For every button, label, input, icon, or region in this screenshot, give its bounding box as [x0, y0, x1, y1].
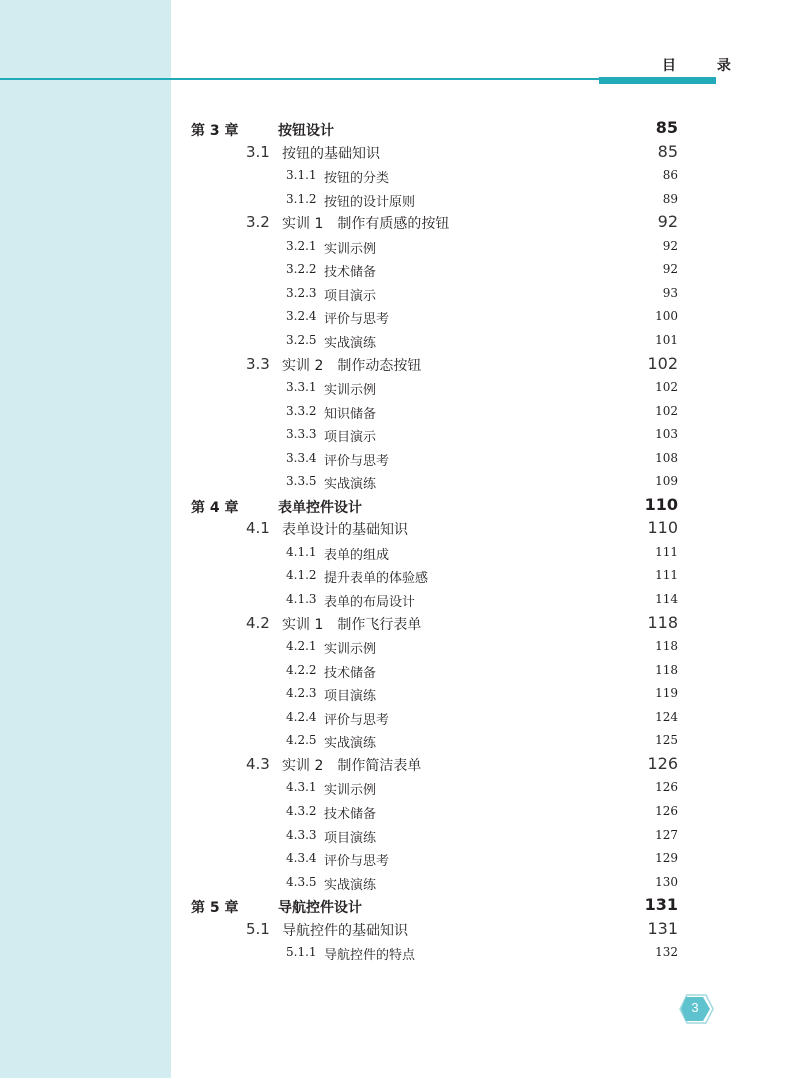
toc-entry-title: 项目演示 — [324, 430, 377, 446]
toc-entry-number: 4.2.3 — [286, 686, 317, 701]
toc-entry-page: 92 — [662, 238, 678, 253]
toc-entry-page: 118 — [655, 662, 678, 677]
toc-entry-page: 93 — [662, 285, 678, 300]
toc-entry-page: 125 — [655, 733, 678, 748]
toc-entry-title: 实战演练 — [324, 736, 377, 752]
toc-chapter-row[interactable] — [0, 895, 800, 919]
toc-subsection-row[interactable] — [0, 636, 800, 660]
toc-entry-title: 评价与思考 — [324, 712, 390, 728]
toc-entry-page: 111 — [655, 544, 678, 559]
toc-entry-number: 3.2.3 — [286, 285, 317, 300]
toc-entry-page: 110 — [644, 494, 678, 514]
toc-entry-page: 101 — [655, 332, 678, 347]
toc-entry-page: 110 — [647, 518, 678, 538]
toc-chapter-row[interactable] — [0, 495, 800, 519]
toc-subsection-row[interactable] — [0, 448, 800, 472]
toc-entry-title: 导航控件的特点 — [324, 948, 416, 964]
toc-entry-page: 118 — [647, 612, 678, 632]
toc-entry-title: 表单的组成 — [324, 547, 390, 563]
toc-entry-title: 评价与思考 — [324, 453, 390, 469]
toc-entry-page: 108 — [655, 450, 678, 465]
toc-subsection-row[interactable] — [0, 801, 800, 825]
toc-subsection-row[interactable] — [0, 660, 800, 684]
header-accent-bar — [599, 77, 716, 84]
page-header-title: 目 录 — [662, 58, 749, 74]
toc-entry-page: 102 — [647, 353, 678, 373]
toc-entry-page: 102 — [655, 380, 678, 395]
toc-entry-number: 4.1.2 — [286, 568, 317, 583]
toc-entry-page: 114 — [655, 592, 678, 606]
toc-entry-title: 项目演练 — [324, 830, 377, 846]
toc-entry-page: 86 — [662, 168, 678, 183]
toc-chapter-row[interactable] — [0, 118, 800, 142]
toc-entry-title: 项目演示 — [324, 288, 377, 304]
toc-entry-number: 4.3.3 — [286, 827, 317, 842]
toc-entry-title: 实训 1 制作飞行表单 — [282, 616, 422, 633]
toc-entry-number: 5.1 — [246, 919, 270, 938]
toc-entry-page: 119 — [655, 686, 678, 701]
toc-entry-title: 评价与思考 — [324, 312, 390, 328]
toc-section-row[interactable] — [0, 919, 800, 943]
toc-entry-title: 实战演练 — [324, 335, 377, 351]
toc-entry-title: 实训示例 — [324, 383, 377, 399]
toc-entry-title: 按钮的设计原则 — [324, 194, 416, 210]
toc-entry-page: 102 — [655, 403, 678, 418]
toc-entry-number: 4.3 — [246, 754, 270, 773]
toc-subsection-row[interactable] — [0, 777, 800, 801]
toc-entry-number: 4.1.1 — [286, 544, 317, 559]
toc-subsection-row[interactable] — [0, 872, 800, 896]
toc-entry-number: 3.2.1 — [286, 238, 317, 253]
toc-entry-page: 127 — [655, 827, 678, 842]
toc-subsection-row[interactable] — [0, 825, 800, 849]
toc-entry-title: 提升表单的体验感 — [324, 571, 429, 587]
toc-entry-page: 85 — [657, 141, 678, 161]
toc-subsection-row[interactable] — [0, 542, 800, 566]
toc-entry-title: 实战演练 — [324, 877, 377, 893]
toc-entry-number: 4.2.5 — [286, 733, 317, 748]
toc-section-row[interactable] — [0, 142, 800, 166]
toc-subsection-row[interactable] — [0, 683, 800, 707]
toc-entry-title: 知识储备 — [324, 406, 377, 422]
toc-entry-number: 4.1 — [246, 519, 270, 538]
toc-entry-number: 4.3.4 — [286, 851, 317, 866]
toc-entry-title: 评价与思考 — [324, 854, 390, 870]
toc-subsection-row[interactable] — [0, 165, 800, 189]
toc-entry-title: 实训 2 制作动态按钮 — [282, 357, 422, 374]
toc-subsection-row[interactable] — [0, 330, 800, 354]
toc-entry-page: 130 — [655, 874, 678, 889]
toc-subsection-row[interactable] — [0, 707, 800, 731]
toc-entry-number: 4.3.1 — [286, 780, 317, 795]
toc-entry-number: 3.2.2 — [286, 262, 317, 277]
toc-entry-page: 129 — [655, 851, 678, 866]
toc-entry-title: 表单控件设计 — [278, 499, 362, 516]
toc-entry-number: 4.3.2 — [286, 803, 317, 818]
toc-entry-title: 实训 1 制作有质感的按钮 — [282, 216, 450, 233]
toc-subsection-row[interactable] — [0, 236, 800, 260]
page-number-badge — [679, 994, 713, 1022]
toc-entry-number: 3.1 — [246, 142, 270, 161]
toc-entry-title: 导航控件设计 — [278, 900, 362, 917]
toc-entry-number: 3.3.3 — [286, 427, 317, 442]
toc-entry-page: 126 — [655, 780, 678, 795]
toc-entry-number: 3.3.1 — [286, 380, 317, 395]
toc-entry-title: 技术储备 — [324, 665, 377, 681]
toc-entry-page: 111 — [655, 568, 678, 583]
toc-section-row[interactable] — [0, 518, 800, 542]
toc-subsection-row[interactable] — [0, 306, 800, 330]
toc-subsection-row[interactable] — [0, 283, 800, 307]
toc-subsection-row[interactable] — [0, 471, 800, 495]
toc-entry-title: 表单的布局设计 — [324, 595, 416, 610]
toc-entry-title: 导航控件的基础知识 — [282, 922, 408, 939]
toc-subsection-row[interactable] — [0, 377, 800, 401]
toc-entry-number: 3.1.1 — [286, 168, 317, 183]
toc-section-row[interactable] — [0, 354, 800, 378]
toc-entry-page: 118 — [655, 639, 678, 654]
toc-entry-number: 3.2 — [246, 213, 270, 232]
toc-entry-title: 实训示例 — [324, 642, 377, 658]
toc-entry-title: 实训 2 制作简洁表单 — [282, 757, 422, 774]
toc-entry-page: 92 — [662, 262, 678, 277]
toc-entry-number: 4.2.1 — [286, 639, 317, 654]
page-number: 3 — [691, 1000, 699, 1015]
toc-subsection-row[interactable] — [0, 565, 800, 589]
toc-subsection-row[interactable] — [0, 189, 800, 213]
toc-entry-page: 109 — [655, 474, 678, 489]
toc-entry-number: 3.3.2 — [286, 403, 317, 418]
toc-entry-page: 103 — [655, 427, 678, 442]
toc-entry-number: 3.3.4 — [286, 450, 317, 465]
toc-section-row[interactable] — [0, 212, 800, 236]
toc-entry-number: 第 5 章 — [191, 900, 239, 917]
toc-entry-title: 按钮设计 — [278, 123, 334, 139]
toc-entry-page: 131 — [644, 895, 678, 915]
toc-entry-number: 第 4 章 — [191, 499, 239, 516]
toc-entry-number: 4.2 — [246, 613, 270, 632]
toc-section-row[interactable] — [0, 754, 800, 778]
toc-entry-number: 4.1.3 — [286, 592, 317, 606]
toc-subsection-row[interactable] — [0, 730, 800, 754]
toc-entry-number: 4.3.5 — [286, 874, 317, 889]
toc-entry-page: 132 — [655, 945, 678, 960]
toc-entry-page: 126 — [655, 803, 678, 818]
toc-entry-page: 85 — [655, 118, 678, 137]
toc-section-row[interactable] — [0, 613, 800, 637]
toc-entry-title: 按钮的分类 — [324, 171, 390, 187]
toc-subsection-row[interactable] — [0, 424, 800, 448]
toc-entry-title: 技术储备 — [324, 806, 377, 822]
toc-entry-number: 第 3 章 — [191, 123, 239, 139]
toc-entry-number: 3.2.4 — [286, 309, 317, 324]
toc-entry-title: 实训示例 — [324, 241, 377, 257]
toc-entry-page: 100 — [655, 309, 678, 324]
toc-entry-title: 技术储备 — [324, 265, 377, 281]
toc-entry-number: 3.3 — [246, 354, 270, 373]
toc-entry-title: 实战演练 — [324, 477, 377, 493]
toc-entry-page: 126 — [647, 753, 678, 773]
toc-entry-number: 5.1.1 — [286, 945, 317, 960]
toc-entry-page: 124 — [655, 709, 678, 724]
toc-subsection-row[interactable] — [0, 259, 800, 283]
toc-entry-title: 项目演练 — [324, 689, 377, 705]
toc-entry-number: 3.2.5 — [286, 332, 317, 347]
toc-entry-page: 92 — [657, 212, 678, 232]
toc-entry-number: 3.3.5 — [286, 474, 317, 489]
toc-entry-page: 131 — [647, 918, 678, 938]
toc-entry-number: 4.2.2 — [286, 662, 317, 677]
toc-subsection-row[interactable] — [0, 942, 800, 966]
toc-entry-title: 实训示例 — [324, 783, 377, 799]
toc-entry-title: 按钮的基础知识 — [282, 145, 380, 162]
toc-subsection-row[interactable] — [0, 848, 800, 872]
toc-entry-page: 89 — [662, 191, 678, 206]
toc-entry-number: 4.2.4 — [286, 709, 317, 724]
toc-subsection-row[interactable] — [0, 401, 800, 425]
toc-subsection-row[interactable] — [0, 589, 800, 613]
toc-entry-number: 3.1.2 — [286, 191, 317, 206]
toc-entry-title: 表单设计的基础知识 — [282, 522, 408, 539]
